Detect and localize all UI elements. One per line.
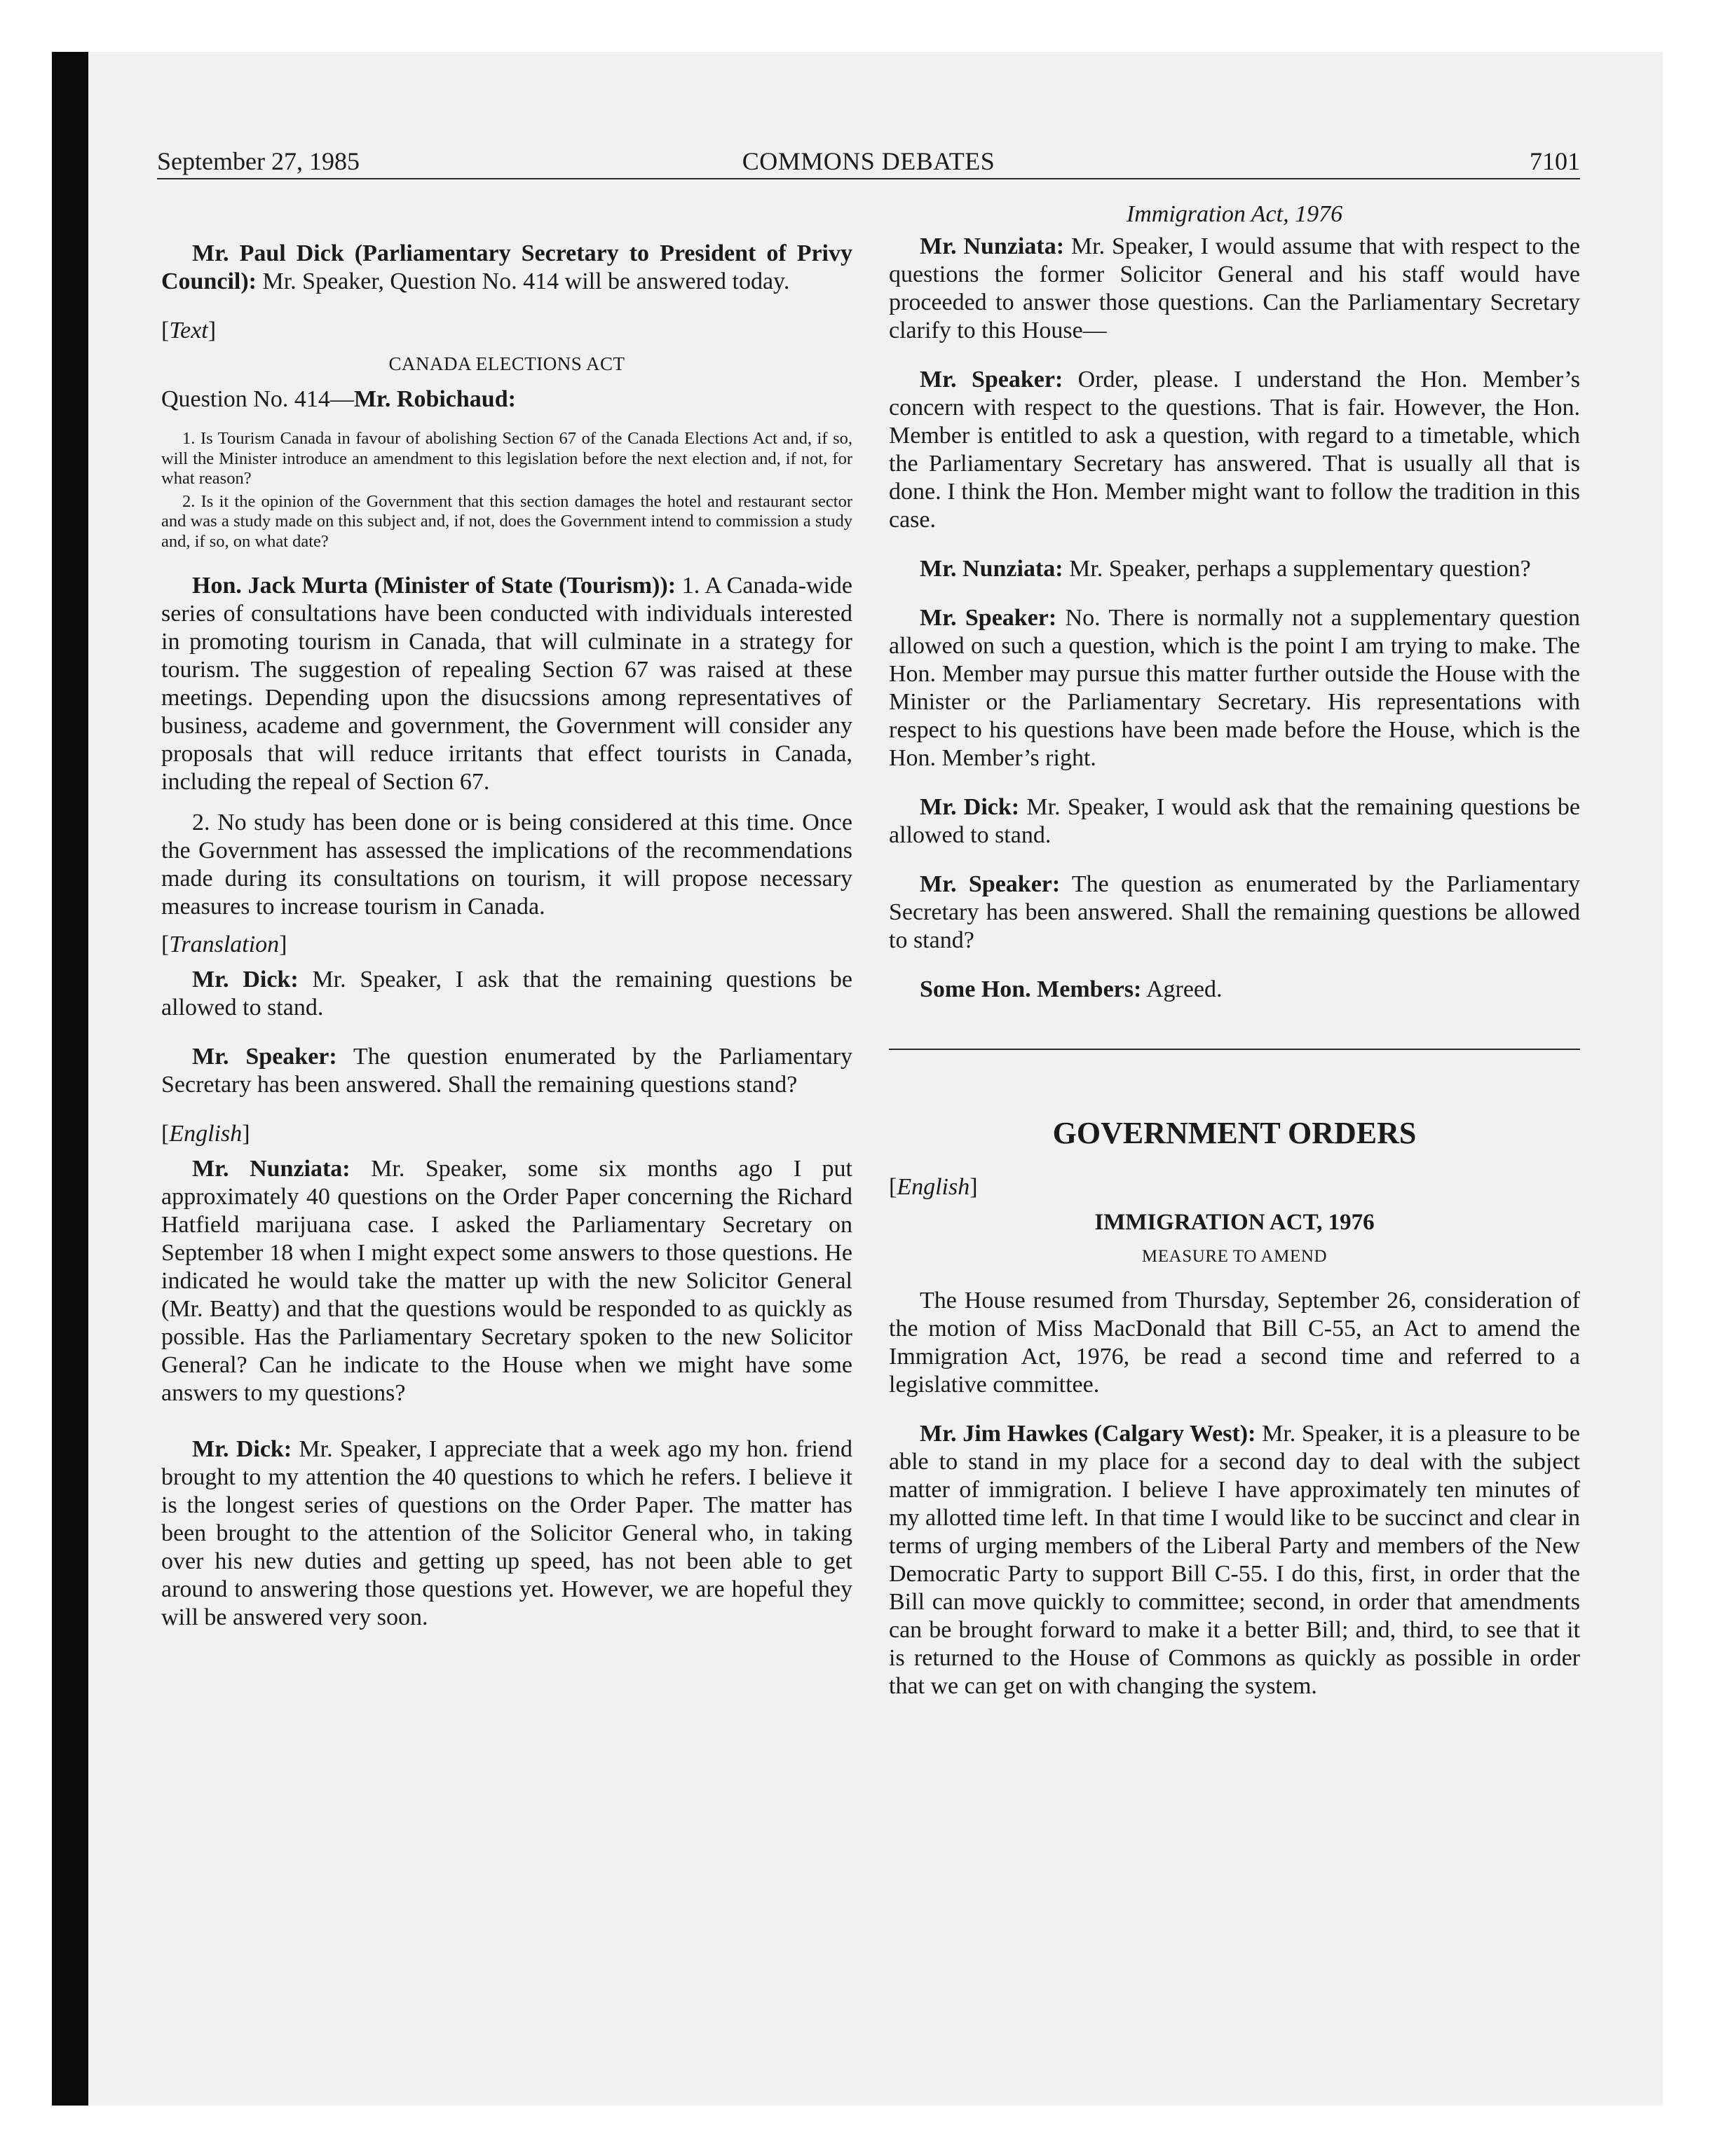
question-label: Question No. 414— xyxy=(161,386,354,412)
page-number: 7101 xyxy=(1530,147,1580,175)
question-asker: Mr. Robichaud: xyxy=(353,386,516,412)
speech-text: The question enumerated by the Parliamentary Secretary has been answered. Shall the remaining questions stand? xyxy=(161,1043,852,1098)
speaker-name: Mr. Speaker: xyxy=(192,1043,337,1070)
speaker-name: Some Hon. Members: xyxy=(920,976,1142,1002)
paragraph-dick-1 xyxy=(161,240,852,296)
paragraph-murta-1 xyxy=(161,572,852,796)
right-column xyxy=(889,200,1580,1721)
speech-text: Mr. Speaker, I appreciate that a week ago my hon. friend brought to my attention the 40 questions to which he refers. I believe it is the longest series of questions on the Order Paper. The matter has been brought to the attention of the Solicitor General who, in taking over his new duties and getting up speed, has not been able to get around to answering those questions yet. However, we are hopeful they will be answered very soon. xyxy=(161,1435,852,1630)
paragraph-dick-4 xyxy=(889,793,1580,850)
left-column xyxy=(161,200,852,1653)
paragraph-agreed xyxy=(889,976,1580,1004)
speaker-name: Mr. Dick: xyxy=(192,1435,292,1462)
speech-text: Agreed. xyxy=(1141,976,1223,1002)
tag-english: [English] xyxy=(161,1120,250,1147)
speech-text: Mr. Speaker, Question No. 414 will be answered today. xyxy=(257,268,790,294)
speech-text: Mr. Speaker, some six months ago I put approximately 40 questions on the Order Paper concerning the Richard Hatfield marijuana case. I asked the Parliamentary Secretary on September 18 when I might expect some answers to those questions. He indicated he would take the matter up with the new Solicitor General (Mr. Beatty) and that the questions would be responded to as quickly as possible. Has the Parliamentary Secretary spoken to the new Solicitor General? Can he indicate to the House when we might have some answers to my questions? xyxy=(161,1155,853,1406)
speaker-name: Mr. Dick: xyxy=(920,794,1020,820)
question-line xyxy=(161,386,852,414)
paragraph-speaker-1 xyxy=(161,1043,852,1099)
speech-text: Mr. Speaker, I would assume that with respect to the questions the former Solicitor General and his staff would have proceeded to answer those questions. Can the Parliamentary Secretary clarify to this House— xyxy=(889,233,1580,343)
paragraph-speaker-4 xyxy=(889,871,1580,955)
header-title: COMMONS DEBATES xyxy=(742,147,995,175)
paragraph-nunziata-1 xyxy=(161,1155,852,1407)
scan-edge-bar xyxy=(52,52,88,2106)
speaker-name: Mr. Speaker: xyxy=(920,605,1057,631)
speaker-name: Mr. Paul Dick (Parliamentary Secretary to President of Privy Council): xyxy=(161,240,852,294)
tag-english-right: [English] xyxy=(889,1174,978,1200)
speech-text: Mr. Speaker, it is a pleasure to be able to stand in my place for a second day to deal with the subject matter of immigration. I believe I have approximately ten minutes of my allotted time left. In that time I would like to be succinct and clear in terms of urging members of the Liberal Party and members of the New Democratic Party to support Bill C-55. I do this, first, in order that the Bill can move quickly to committee; second, in order that amendments can be brought forward to make it a better Bill; and, third, to see that it is returned to the House of Commons as quickly as possible in order that we can get on with changing the system. xyxy=(889,1421,1580,1699)
speaker-name: Mr. Speaker: xyxy=(920,367,1063,393)
speaker-name: Mr. Dick: xyxy=(192,966,299,992)
heading-measure-to-amend: MEASURE TO AMEND xyxy=(1141,1247,1328,1266)
speech-text: Order, please. I understand the Hon. Member’s concern with respect to the questions. That is fair. However, the Hon. Member is entitled to ask a question, with regard to a timetable, which the Parliamentary Secretary has answered. That is usually all that is done. I think the Hon. Member might want to follow the tradition in this case. xyxy=(889,367,1580,533)
section-title: CANADA ELECTIONS ACT xyxy=(388,353,625,374)
paragraph-speaker-2 xyxy=(889,366,1580,534)
left-top-spacer xyxy=(161,200,852,240)
speech-text: Mr. Speaker, perhaps a supplementary question? xyxy=(1063,556,1531,582)
speech-text: No. There is normally not a supplementary question allowed on such a question, which is the point I am trying to make. The Hon. Member may pursue this matter further outside the House with the Minister or the Parliamentary Secretary. His representations with respect to his questions have been made before the House, which is the Hon. Member’s right. xyxy=(889,605,1581,771)
paragraph-nunziata-3 xyxy=(889,555,1580,583)
header-date: September 27, 1985 xyxy=(157,147,360,175)
running-head: Immigration Act, 1976 xyxy=(1126,201,1343,227)
page-header xyxy=(157,144,1580,178)
tag-text: [Text] xyxy=(161,318,217,343)
paragraph-hawkes xyxy=(889,1420,1580,1700)
speaker-name: Mr. Nunziata: xyxy=(192,1155,351,1182)
paragraph-resumed: The House resumed from Thursday, September 26, consideration of the motion of Miss MacDonald that Bill C-55, an Act to amend the Immigration Act, 1976, be read a second time and referred to a legislative committee. xyxy=(889,1288,1580,1398)
speaker-name: Mr. Nunziata: xyxy=(920,556,1063,582)
question-item-1: 1. Is Tourism Canada in favour of abolishing Section 67 of the Canada Elections Act and, if so, will the Minister introduce an amendment to this legislation before the next election and, if not, for what reason? xyxy=(161,429,852,489)
paragraph-dick-3 xyxy=(161,1435,852,1632)
question-item-2: 2. Is it the opinion of the Government that this section damages the hotel and restaurant sector and was a study made on this subject and, if not, does the Government intend to commission a study and, if so, on what date? xyxy=(161,491,852,551)
speech-text: Mr. Speaker, I ask that the remaining questions be allowed to stand. xyxy=(161,966,852,1021)
header-rule xyxy=(157,178,1580,179)
divider-spacer xyxy=(889,1050,1580,1114)
speaker-name: Mr. Jim Hawkes (Calgary West): xyxy=(920,1421,1256,1447)
heading-immigration-act: IMMIGRATION ACT, 1976 xyxy=(1094,1210,1375,1235)
speaker-name: Mr. Nunziata: xyxy=(920,233,1065,259)
paragraph-murta-2: 2. No study has been done or is being considered at this time. Once the Government has assessed the implications of the recommendations made during its consultations on tourism, it will propose necessary measures to increase tourism in Canada. xyxy=(161,809,852,920)
speaker-name: Hon. Jack Murta (Minister of State (Tourism)): xyxy=(192,572,676,599)
paragraph-dick-2 xyxy=(161,966,852,1022)
speech-text: Mr. Speaker, I would ask that the remaining questions be allowed to stand. xyxy=(889,794,1580,848)
speaker-name: Mr. Speaker: xyxy=(920,871,1061,897)
speech-text: The question as enumerated by the Parliamentary Secretary has been answered. Shall the remaining questions be allowed to stand? xyxy=(889,871,1580,953)
tag-translation: [Translation] xyxy=(161,931,287,957)
paragraph-speaker-3 xyxy=(889,604,1580,772)
heading-government-orders: GOVERNMENT ORDERS xyxy=(1052,1116,1417,1150)
speech-text: 1. A Canada-wide series of consultations have been conducted with individuals interested in promoting tourism in Canada, that will culminate in a strategy for tourism. The suggestion of repealing Section 67 was raised at these meetings. Depending upon the disucssions among representatives of business, academe and government, the Government will consider any proposals that will reduce irritants that effect tourists in Canada, including the repeal of Section 67. xyxy=(161,572,852,795)
paragraph-nunziata-2 xyxy=(889,233,1580,345)
